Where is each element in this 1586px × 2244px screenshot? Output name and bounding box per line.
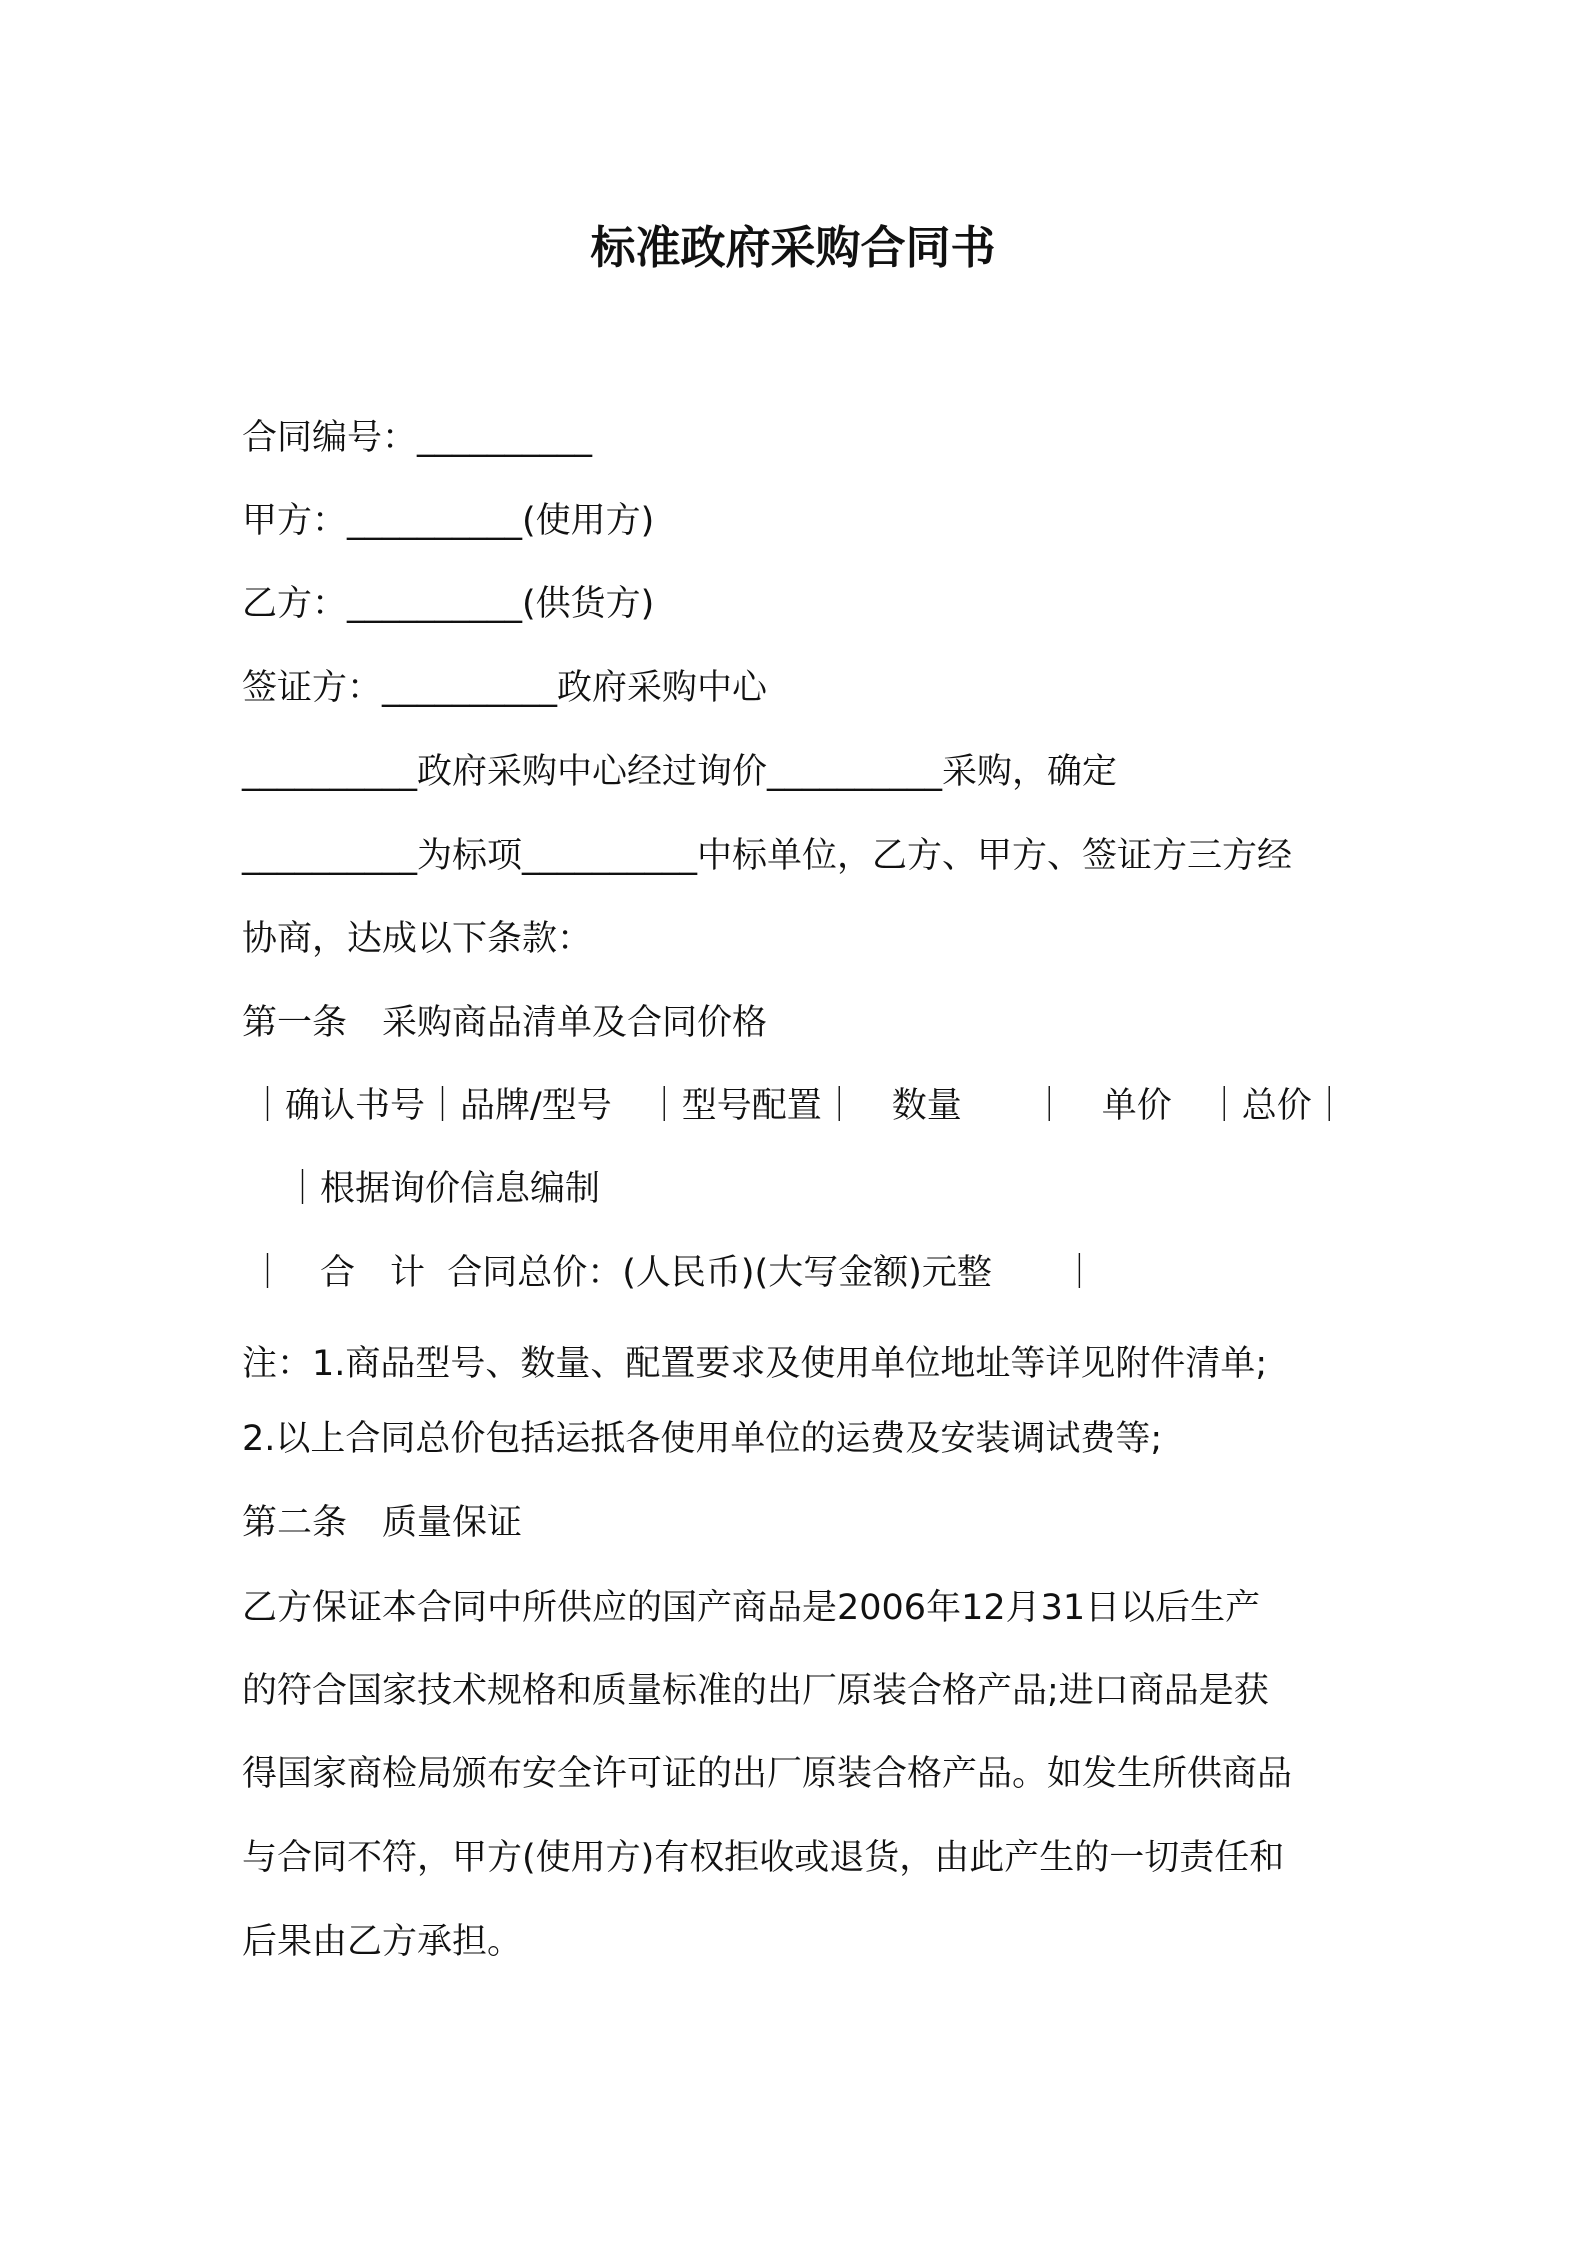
quality-line-2: 的符合国家技术规格和质量标准的出厂原装合格产品;进口商品是获: [242, 1671, 1269, 1711]
quality-line-1: 乙方保证本合同中所供应的国产商品是2006年12月31日以后生产: [242, 1588, 1261, 1628]
quality-line-5: 后果由乙方承担。: [242, 1922, 523, 1962]
quality-line-3: 得国家商检局颁布安全许可证的出厂原装合格产品。如发生所供商品: [242, 1754, 1293, 1794]
note-line-2: 2.以上合同总价包括运抵各使用单位的运费及安装调试费等;: [242, 1419, 1163, 1459]
notary-line: 签证方：__________政府采购中心: [242, 668, 768, 708]
document-title: 标准政府采购合同书: [590, 221, 996, 274]
note-line-1: 注：1.商品型号、数量、配置要求及使用单位地址等详见附件清单;: [242, 1344, 1268, 1384]
article-2-heading: 第二条 质量保证: [242, 1503, 523, 1543]
party-b-line: 乙方：__________(供货方): [242, 584, 655, 624]
contract-number-line: 合同编号：__________: [242, 418, 593, 458]
party-a-line: 甲方：__________(使用方): [242, 501, 655, 541]
intro-line-3: 协商，达成以下条款：: [242, 919, 593, 959]
article-1-heading: 第一条 采购商品清单及合同价格: [242, 1003, 768, 1043]
quality-line-4: 与合同不符，甲方(使用方)有权拒收或退货，由此产生的一切责任和: [242, 1838, 1285, 1878]
price-table-total: ｜ 合 计 合同总价：(人民币)(大写金额)元整 ｜: [250, 1253, 1097, 1293]
intro-line-2: __________为标项__________中标单位，乙方、甲方、签证方三方经: [242, 836, 1293, 876]
intro-line-1: __________政府采购中心经过询价__________采购，确定: [242, 752, 1118, 792]
price-table-row: ｜根据询价信息编制: [250, 1169, 601, 1209]
price-table-header: ｜确认书号｜品牌/型号 ｜型号配置｜ 数量 ｜ 单价 ｜总价｜: [250, 1086, 1347, 1126]
